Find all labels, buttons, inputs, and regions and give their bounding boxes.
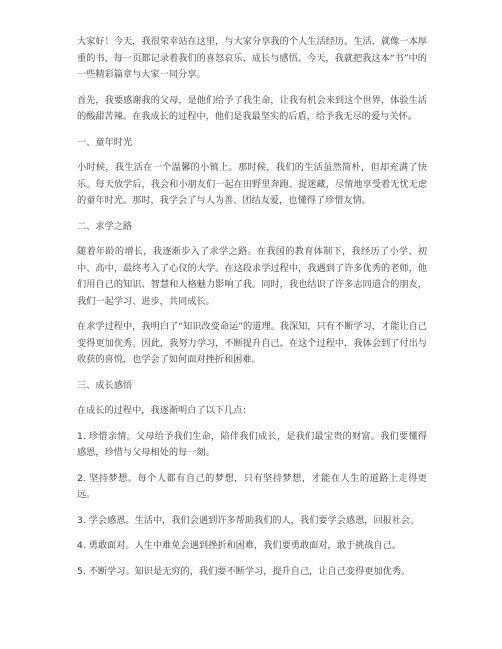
document-body [77, 34, 427, 589]
section-heading-study: 二、求学之路 [77, 220, 133, 232]
growth-item-5: 5. 不断学习。知识是无穷的，我们要不断学习，提升自己，让自己变得更加优秀。 [77, 565, 411, 577]
growth-item-1: 1. 珍惜亲情。父母给予我们生命，陪伴我们成长，是我们最宝贵的财富。我们要懂得感恩，珍惜与父母相处的每一刻。 [77, 430, 427, 458]
childhood-paragraph: 小时候，我生活在一个温馨的小镇上。那时候，我们的生活虽然简朴，但却充满了快乐。每天放学后，我会和小朋友们一起在田野里奔跑、捉迷藏，尽情地享受着无忧无虑的童年时光。那时，我学会了与人为善、团结友爱，也懂得了珍惜友情。 [77, 162, 427, 206]
section-heading-growth: 三、成长感悟 [77, 379, 133, 391]
growth-lead-paragraph: 在成长的过程中，我逐渐明白了以下几点： [77, 405, 252, 416]
section-heading-childhood: 一、童年时光 [77, 136, 133, 148]
study-paragraph-2: 在求学过程中，我明白了“知识改变命运”的道理。我深知，只有不断学习，才能让自己变得更加优秀。因此，我努力学习，不断提升自己。在这个过程中，我体会到了付出与收获的喜悦，也学会了如何面对挫折和困难。 [77, 321, 427, 365]
study-paragraph-1: 随着年龄的增长，我逐渐步入了求学之路。在我国的教育体制下，我经历了小学、初中、高中，最终考入了心仪的大学。在这段求学过程中，我遇到了许多优秀的老师，他们用自己的知识、智慧和人格魅力影响了我。同时，我也结识了许多志同道合的朋友，我们一起学习、进步，共同成长。 [77, 246, 427, 307]
growth-item-2: 2. 坚持梦想。每个人都有自己的梦想，只有坚持梦想，才能在人生的道路上走得更远。 [77, 472, 427, 500]
growth-item-4: 4. 勇敢面对。人生中难免会遇到挫折和困难，我们要勇敢面对，敢于挑战自己。 [77, 540, 402, 551]
thanks-paragraph: 首先，我要感谢我的父母，是他们给予了我生命，让我有机会来到这个世界，体验生活的酸甜苦辣。在我成长的过程中，他们是我最坚实的后盾，给予我无尽的爱与关怀。 [77, 94, 427, 122]
intro-paragraph: 大家好！今天，我很荣幸站在这里，与大家分享我的个人生活经历。生活，就像一本厚重的书，每一页都记录着我们的喜怒哀乐、成长与感悟。今天，我就把我这本“书”中的一些精彩篇章与大家一同分享。 [77, 36, 427, 80]
growth-item-3: 3. 学会感恩。生活中，我们会遇到许多帮助我们的人，我们要学会感恩，回报社会。 [77, 514, 420, 526]
